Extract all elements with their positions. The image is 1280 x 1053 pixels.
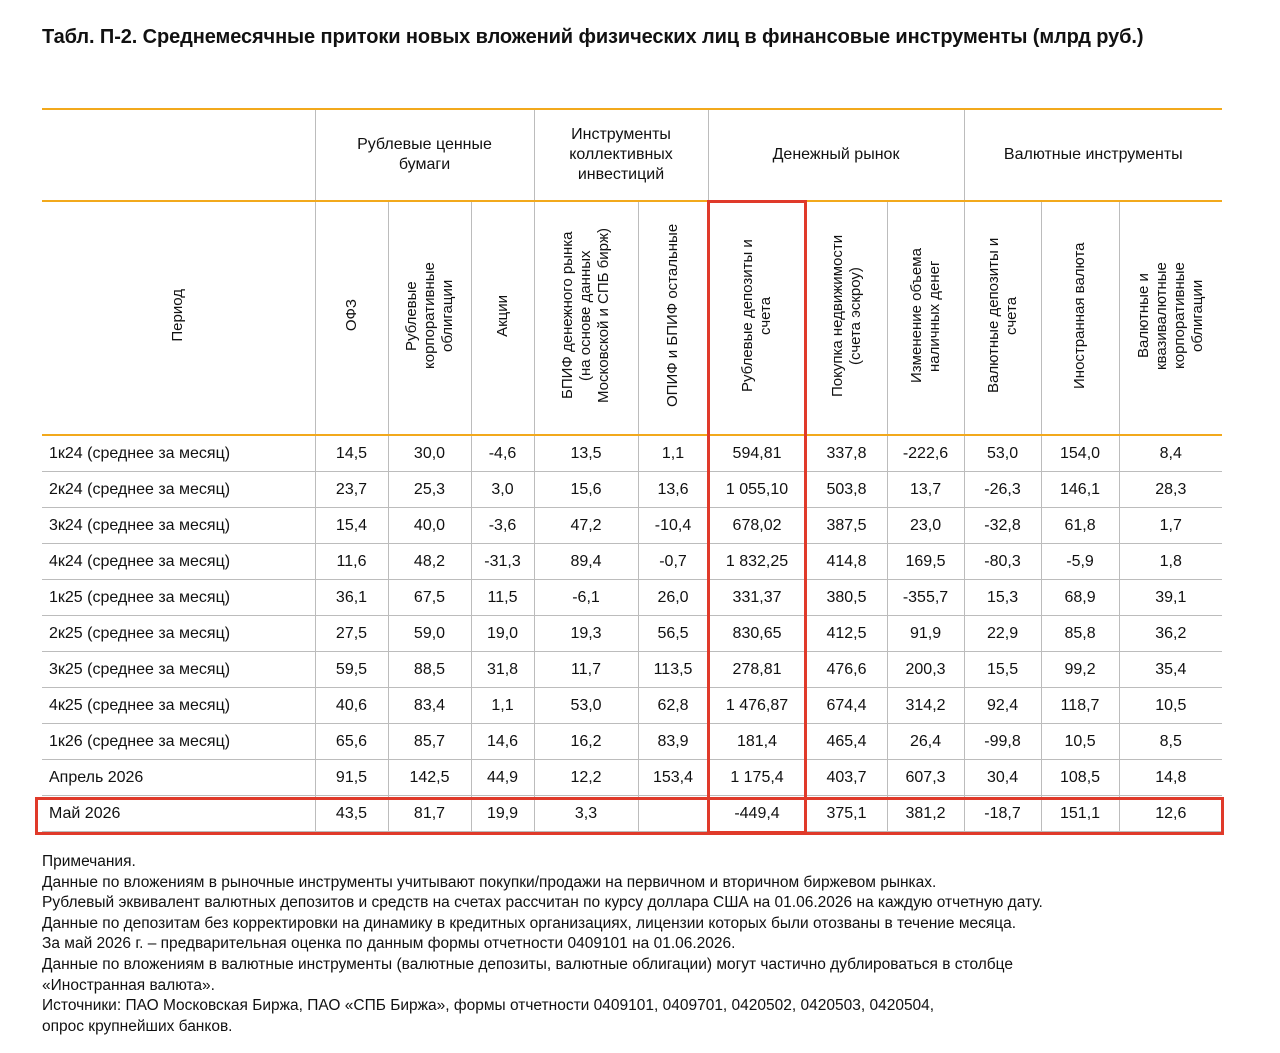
row-period-cell: 4к24 (среднее за месяц) (42, 544, 315, 580)
value-cell: 15,6 (534, 472, 638, 508)
value-cell: 10,5 (1119, 688, 1222, 724)
value-cell: 14,6 (471, 724, 534, 760)
value-cell: 48,2 (388, 544, 471, 580)
value-cell: -31,3 (471, 544, 534, 580)
value-cell: 31,8 (471, 652, 534, 688)
note-line: Данные по депозитам без корректировки на динамику в кредитных организациях, лицензии которых были отозваны в течение месяца. (42, 914, 1017, 932)
row-period-cell: 3к25 (среднее за месяц) (42, 652, 315, 688)
value-cell: 40,0 (388, 508, 471, 544)
value-cell: 1 175,4 (708, 760, 806, 796)
value-cell: 83,9 (638, 724, 708, 760)
value-cell: 331,37 (708, 580, 806, 616)
table-body (42, 435, 1222, 832)
value-cell: 169,5 (887, 544, 964, 580)
notes (42, 852, 1242, 1037)
value-cell: 23,7 (315, 472, 388, 508)
value-cell: 278,81 (708, 652, 806, 688)
value-cell: 118,7 (1041, 688, 1119, 724)
value-cell: -32,8 (964, 508, 1041, 544)
value-cell: 465,4 (806, 724, 887, 760)
value-cell: 36,2 (1119, 616, 1222, 652)
value-cell: 1,1 (471, 688, 534, 724)
value-cell: 678,02 (708, 508, 806, 544)
value-cell: 83,4 (388, 688, 471, 724)
value-cell: 1 476,87 (708, 688, 806, 724)
value-cell: 91,9 (887, 616, 964, 652)
col-header-fx-deposits: Валютные депозиты и счета (964, 201, 1041, 435)
value-cell: 61,8 (1041, 508, 1119, 544)
group-header-collective-investments: Инструменты коллективных инвестиций (534, 109, 708, 201)
value-cell: 44,9 (471, 760, 534, 796)
value-cell: 314,2 (887, 688, 964, 724)
value-cell: 142,5 (388, 760, 471, 796)
note-line: Источники: ПАО Московская Биржа, ПАО «СПБ Биржа», формы отчетности 0409101, 0409701, 0420502, 0420503, 0420504, (42, 997, 935, 1015)
value-cell: 65,6 (315, 724, 388, 760)
value-cell: 11,5 (471, 580, 534, 616)
value-cell: 414,8 (806, 544, 887, 580)
value-cell: 11,6 (315, 544, 388, 580)
note-line: За май 2026 г. – предварительная оценка по данным формы отчетности 0409101 на 01.06.2026. (42, 935, 736, 953)
value-cell: 16,2 (534, 724, 638, 760)
value-cell: 59,5 (315, 652, 388, 688)
value-cell: 36,1 (315, 580, 388, 616)
value-cell: 53,0 (534, 688, 638, 724)
value-cell: 26,0 (638, 580, 708, 616)
value-cell: 19,9 (471, 796, 534, 832)
value-cell: 30,0 (388, 435, 471, 472)
value-cell: 89,4 (534, 544, 638, 580)
value-cell: 92,4 (964, 688, 1041, 724)
value-cell: 47,2 (534, 508, 638, 544)
row-period-cell: 1к25 (среднее за месяц) (42, 580, 315, 616)
value-cell: 59,0 (388, 616, 471, 652)
note-line: Данные по вложениям в рыночные инструменты учитывают покупки/продажи на первичном и вторичном биржевом рынках. (42, 873, 937, 891)
value-cell: 1 832,25 (708, 544, 806, 580)
col-header-mm-etf: БПИФ денежного рынка (на основе данных Московской и СПБ бирж) (534, 201, 638, 435)
note-line: Рублевый эквивалент валютных депозитов и средств на счетах рассчитан по курсу доллара США на 01.06.2026 на каждую отчетную дату. (42, 894, 1043, 912)
value-cell: 387,5 (806, 508, 887, 544)
value-cell: -355,7 (887, 580, 964, 616)
row-period-cell: 4к25 (среднее за месяц) (42, 688, 315, 724)
value-cell: 27,5 (315, 616, 388, 652)
table-row (42, 760, 1222, 796)
value-cell: 56,5 (638, 616, 708, 652)
value-cell: 1,7 (1119, 508, 1222, 544)
row-period-cell: 3к24 (среднее за месяц) (42, 508, 315, 544)
col-header-fx-corporate-bonds: Валютные и квазивалютные корпоративные облигации (1119, 201, 1222, 435)
notes-heading: Примечания. (42, 853, 136, 870)
table-row (42, 544, 1222, 580)
value-cell: 10,5 (1041, 724, 1119, 760)
value-cell: 88,5 (388, 652, 471, 688)
table-row (42, 508, 1222, 544)
note-line: Данные по вложениям в валютные инструменты (валютные депозиты, валютные облигации) могут частично дублироваться в столбце (42, 955, 1013, 973)
value-cell: 15,3 (964, 580, 1041, 616)
value-cell: -26,3 (964, 472, 1041, 508)
value-cell: 13,7 (887, 472, 964, 508)
value-cell: 53,0 (964, 435, 1041, 472)
value-cell: 12,6 (1119, 796, 1222, 832)
value-cell: 1 055,10 (708, 472, 806, 508)
value-cell: 108,5 (1041, 760, 1119, 796)
value-cell: 15,4 (315, 508, 388, 544)
value-cell: 35,4 (1119, 652, 1222, 688)
value-cell: 91,5 (315, 760, 388, 796)
value-cell: 503,8 (806, 472, 887, 508)
value-cell: 28,3 (1119, 472, 1222, 508)
inflows-table (42, 108, 1222, 832)
value-cell: 8,4 (1119, 435, 1222, 472)
value-cell: 8,5 (1119, 724, 1222, 760)
value-cell: 607,3 (887, 760, 964, 796)
table-row (42, 616, 1222, 652)
col-header-ruble-corporate-bonds: Рублевые корпоративные облигации (388, 201, 471, 435)
table-row (42, 580, 1222, 616)
col-header-other-funds: ОПИФ и БПИФ остальные (638, 201, 708, 435)
value-cell: 151,1 (1041, 796, 1119, 832)
column-header-row (42, 201, 1222, 435)
table-row (42, 652, 1222, 688)
value-cell: 40,6 (315, 688, 388, 724)
value-cell: 68,9 (1041, 580, 1119, 616)
col-header-ofz: ОФЗ (315, 201, 388, 435)
table-row (42, 724, 1222, 760)
value-cell: 14,8 (1119, 760, 1222, 796)
table-row (42, 472, 1222, 508)
value-cell: 85,7 (388, 724, 471, 760)
value-cell: -18,7 (964, 796, 1041, 832)
col-header-cash-change: Изменение объема наличных денег (887, 201, 964, 435)
value-cell: 22,9 (964, 616, 1041, 652)
value-cell: -222,6 (887, 435, 964, 472)
value-cell: 476,6 (806, 652, 887, 688)
value-cell: -4,6 (471, 435, 534, 472)
value-cell: 81,7 (388, 796, 471, 832)
value-cell: 380,5 (806, 580, 887, 616)
value-cell: -0,7 (638, 544, 708, 580)
value-cell: 1,1 (638, 435, 708, 472)
value-cell: 13,6 (638, 472, 708, 508)
group-header-money-market: Денежный рынок (708, 109, 964, 201)
value-cell: 200,3 (887, 652, 964, 688)
value-cell: 62,8 (638, 688, 708, 724)
group-header-fx-instruments: Валютные инструменты (964, 109, 1222, 201)
value-cell: 3,3 (534, 796, 638, 832)
value-cell: 181,4 (708, 724, 806, 760)
value-cell: 15,5 (964, 652, 1041, 688)
value-cell: 13,5 (534, 435, 638, 472)
value-cell: 3,0 (471, 472, 534, 508)
note-line: опрос крупнейших банков. (42, 1017, 233, 1035)
value-cell: 11,7 (534, 652, 638, 688)
value-cell: 99,2 (1041, 652, 1119, 688)
col-header-ruble-deposits: Рублевые депозиты и счета (708, 201, 806, 435)
value-cell: 26,4 (887, 724, 964, 760)
value-cell: 1,8 (1119, 544, 1222, 580)
value-cell: 381,2 (887, 796, 964, 832)
value-cell: -3,6 (471, 508, 534, 544)
value-cell: 25,3 (388, 472, 471, 508)
value-cell: 337,8 (806, 435, 887, 472)
value-cell: 375,1 (806, 796, 887, 832)
col-header-shares: Акции (471, 201, 534, 435)
table-row (42, 688, 1222, 724)
row-period-cell: Май 2026 (42, 796, 315, 832)
value-cell: 594,81 (708, 435, 806, 472)
value-cell (638, 796, 708, 832)
value-cell: 113,5 (638, 652, 708, 688)
value-cell: 146,1 (1041, 472, 1119, 508)
value-cell: 12,2 (534, 760, 638, 796)
value-cell: 830,65 (708, 616, 806, 652)
value-cell: 674,4 (806, 688, 887, 724)
row-period-cell: 1к24 (среднее за месяц) (42, 435, 315, 472)
table-title: Табл. П-2. Среднемесячные притоки новых вложений физических лиц в финансовые инструменты (млрд руб.) (42, 26, 1144, 48)
note-line: «Иностранная валюта». (42, 976, 215, 994)
value-cell: 19,3 (534, 616, 638, 652)
value-cell: 154,0 (1041, 435, 1119, 472)
value-cell: 412,5 (806, 616, 887, 652)
group-header-row (42, 109, 1222, 201)
value-cell: -5,9 (1041, 544, 1119, 580)
row-period-cell: Апрель 2026 (42, 760, 315, 796)
value-cell: -10,4 (638, 508, 708, 544)
col-header-escrow: Покупка недвижимости (счета эскроу) (806, 201, 887, 435)
value-cell: 67,5 (388, 580, 471, 616)
col-header-period: Период (42, 201, 315, 435)
col-header-foreign-currency: Иностранная валюта (1041, 201, 1119, 435)
group-header-blank (42, 109, 315, 201)
value-cell: -449,4 (708, 796, 806, 832)
value-cell: 39,1 (1119, 580, 1222, 616)
group-header-ruble-securities: Рублевые ценные бумаги (315, 109, 534, 201)
value-cell: -80,3 (964, 544, 1041, 580)
row-period-cell: 1к26 (среднее за месяц) (42, 724, 315, 760)
row-period-cell: 2к25 (среднее за месяц) (42, 616, 315, 652)
value-cell: -99,8 (964, 724, 1041, 760)
value-cell: 403,7 (806, 760, 887, 796)
value-cell: 85,8 (1041, 616, 1119, 652)
row-period-cell: 2к24 (среднее за месяц) (42, 472, 315, 508)
value-cell: 43,5 (315, 796, 388, 832)
value-cell: 23,0 (887, 508, 964, 544)
table-row (42, 435, 1222, 472)
value-cell: 19,0 (471, 616, 534, 652)
value-cell: 30,4 (964, 760, 1041, 796)
value-cell: 14,5 (315, 435, 388, 472)
value-cell: 153,4 (638, 760, 708, 796)
value-cell: -6,1 (534, 580, 638, 616)
table-row (42, 796, 1222, 832)
